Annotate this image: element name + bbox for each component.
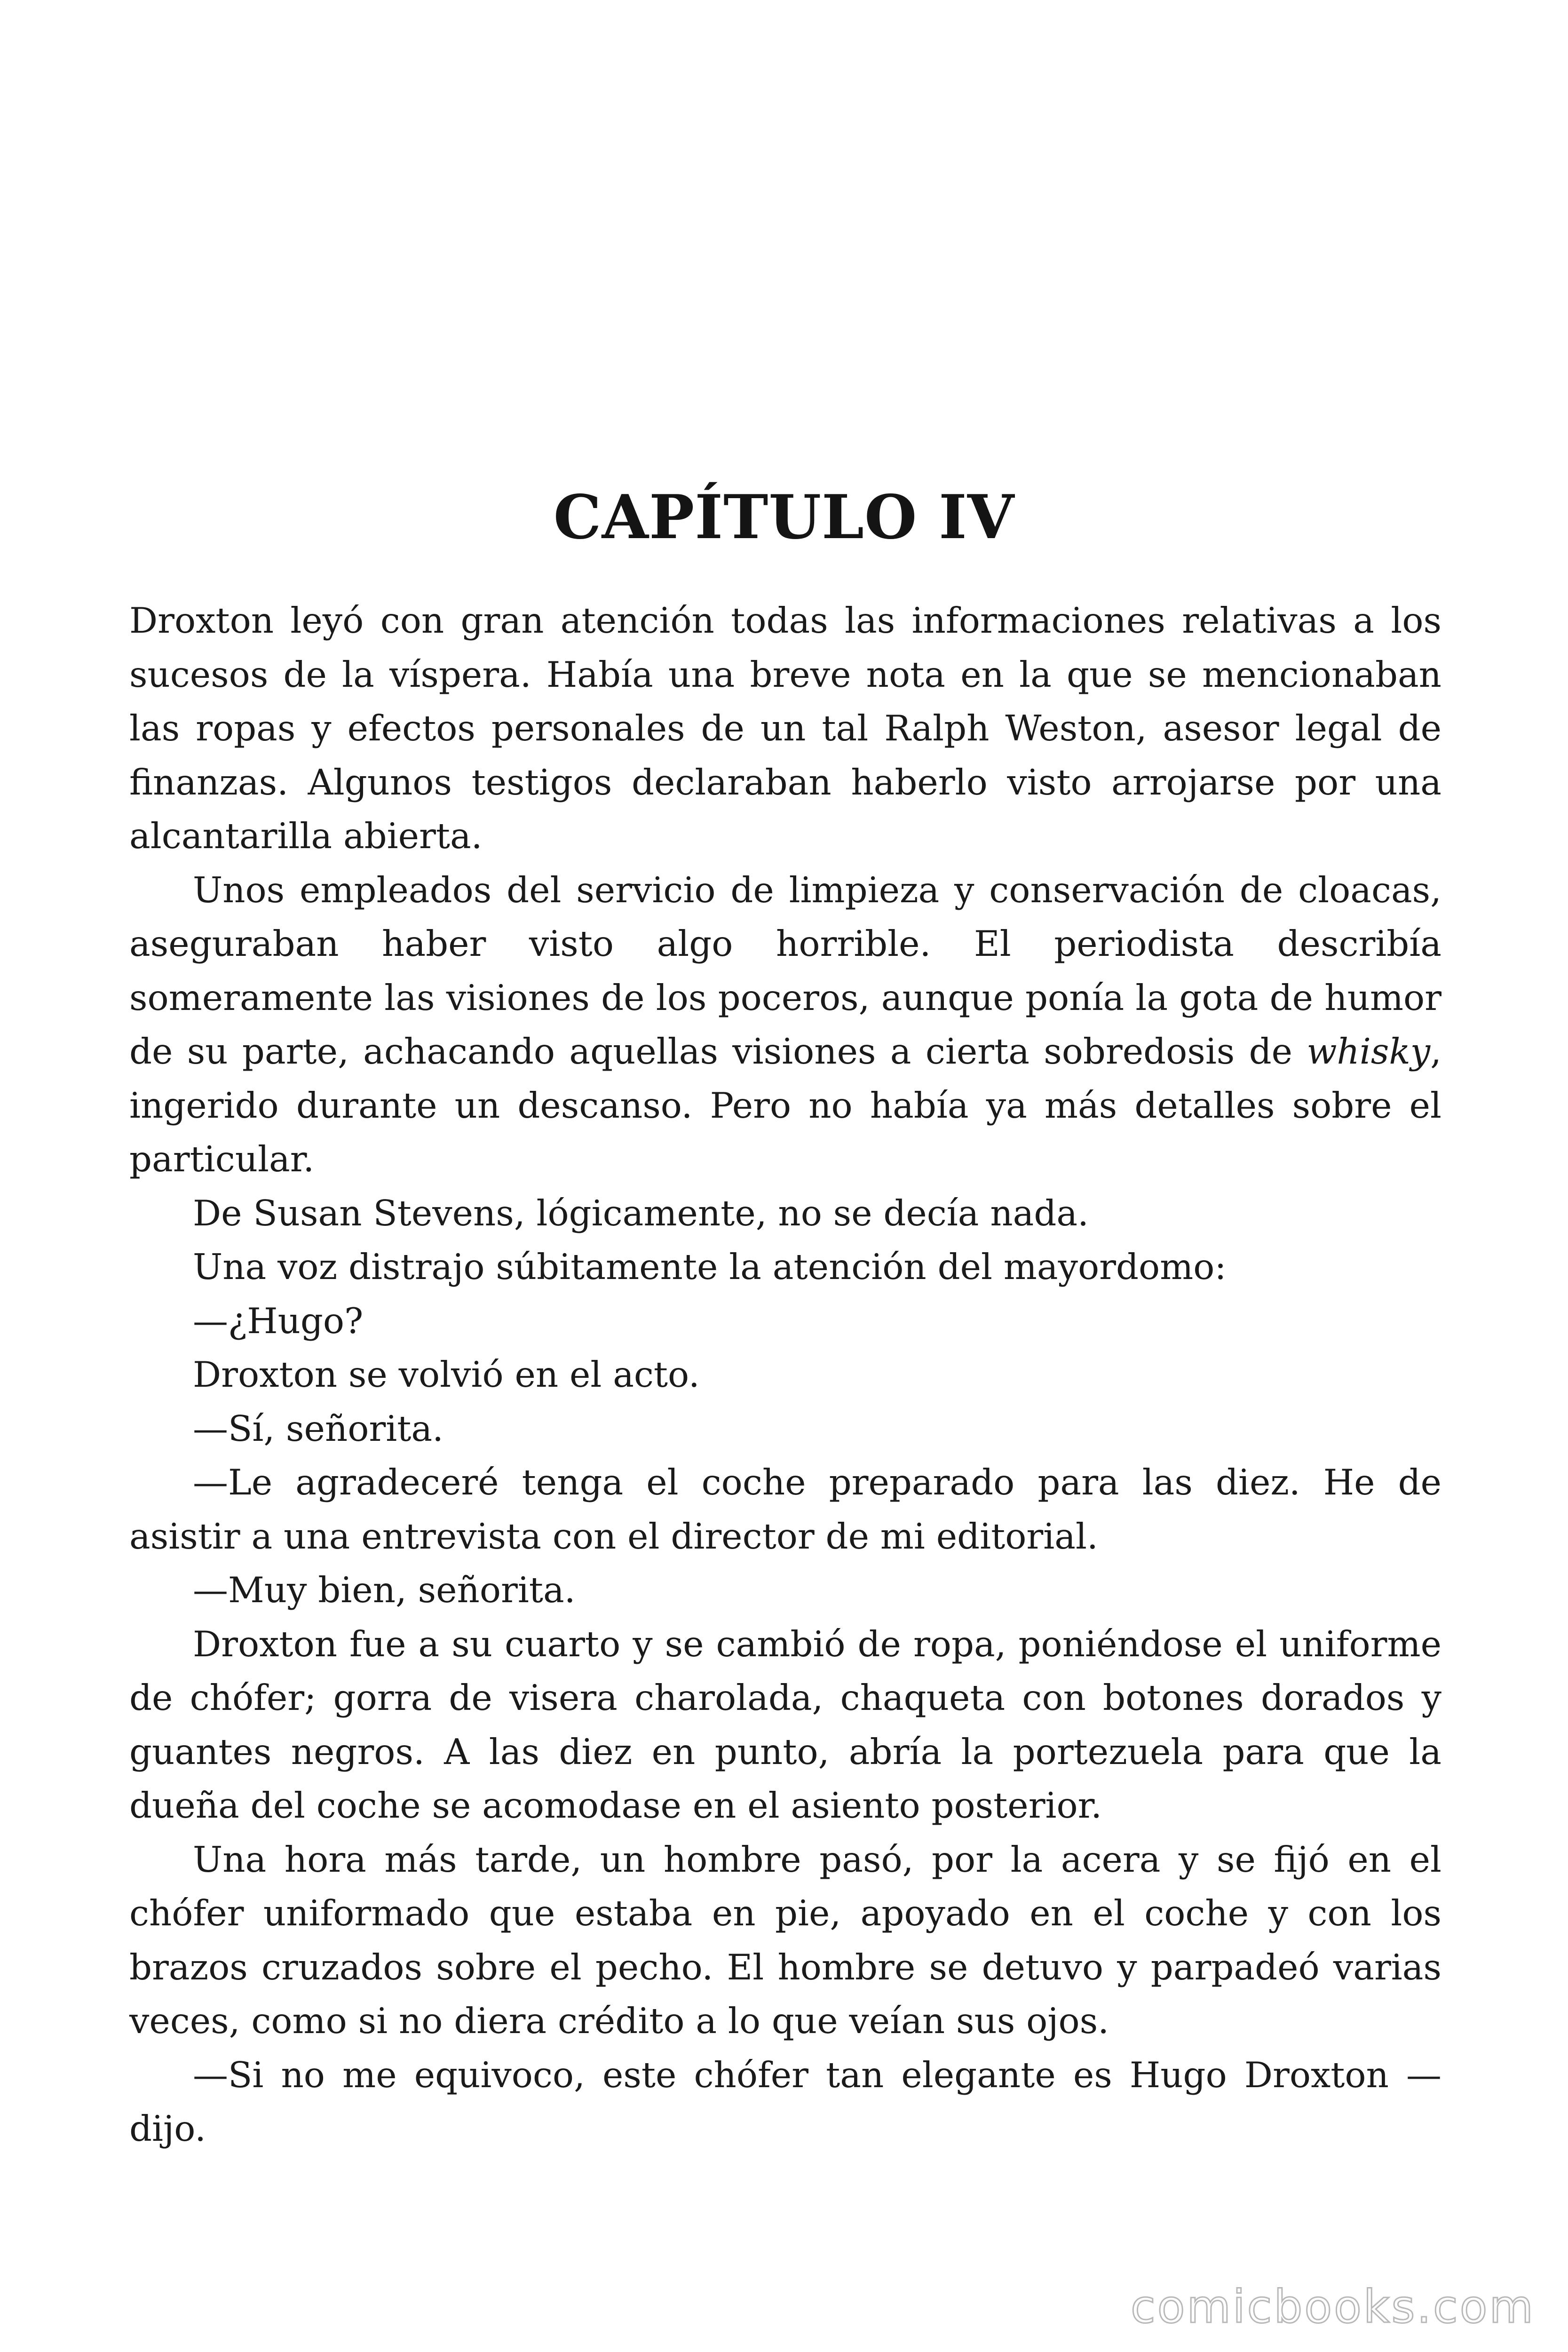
paragraph-text: Unos empleados del servicio de limpieza y conservación de cloacas, aseguraban haber visto algo horrible. El periodista describía someramente las visiones de los poceros, aunque ponía la gota de humor de su parte, achacando aquellas visiones a cierta sobredosis de [129,869,1441,1072]
paragraph-text: , ingerido durante un descanso. Pero no había ya más detalles sobre el particular. [129,1031,1441,1180]
dialogue-line: —Sí, señorita. [193,1407,443,1449]
dialogue-line: —Le agradeceré tenga el coche preparado para las diez. He de asistir a una entrevista con el director de mi editorial. [129,1462,1441,1557]
chapter-body [129,594,1441,2156]
paragraph: Una voz distrajo súbitamente la atención del mayordomo: [193,1246,1227,1287]
italic-word: whisky [1307,1031,1431,1072]
paragraph: Droxton se volvió en el acto. [193,1354,700,1395]
paragraph: Droxton leyó con gran atención todas las informaciones relativas a los sucesos de la víspera. Había una breve nota en la que se mencionaban las ropas y efectos personales de un tal Ralph Weston, asesor legal de finanzas. Algunos testigos declaraban haberlo visto arrojarse por una alcantarilla abierta. [129,600,1441,857]
paragraph: De Susan Stevens, lógicamente, no se decía nada. [193,1192,1089,1234]
dialogue-line: —Si no me equivoco, este chófer tan elegante es Hugo Droxton —dijo. [129,2054,1441,2149]
paragraph: Droxton fue a su cuarto y se cambió de ropa, poniéndose el uniforme de chófer; gorra de visera charolada, chaqueta con botones dorados y guantes negros. A las diez en punto, abría la portezuela para que la dueña del coche se acomodase en el asiento posterior. [129,1623,1441,1826]
dialogue-line: —¿Hugo? [193,1300,364,1342]
watermark: comicbooks.com [1130,2280,1535,2333]
paragraph [129,863,1441,1186]
paragraph: Una hora más tarde, un hombre pasó, por la acera y se fijó en el chófer uniformado que estaba en pie, apoyado en el coche y con los brazos cruzados sobre el pecho. El hombre se detuvo y parpadeó varias veces, como si no diera crédito a lo que veían sus ojos. [129,1838,1441,2042]
dialogue-line: —Muy bien, señorita. [193,1569,576,1611]
chapter-title: CAPÍTULO IV [553,482,1015,553]
